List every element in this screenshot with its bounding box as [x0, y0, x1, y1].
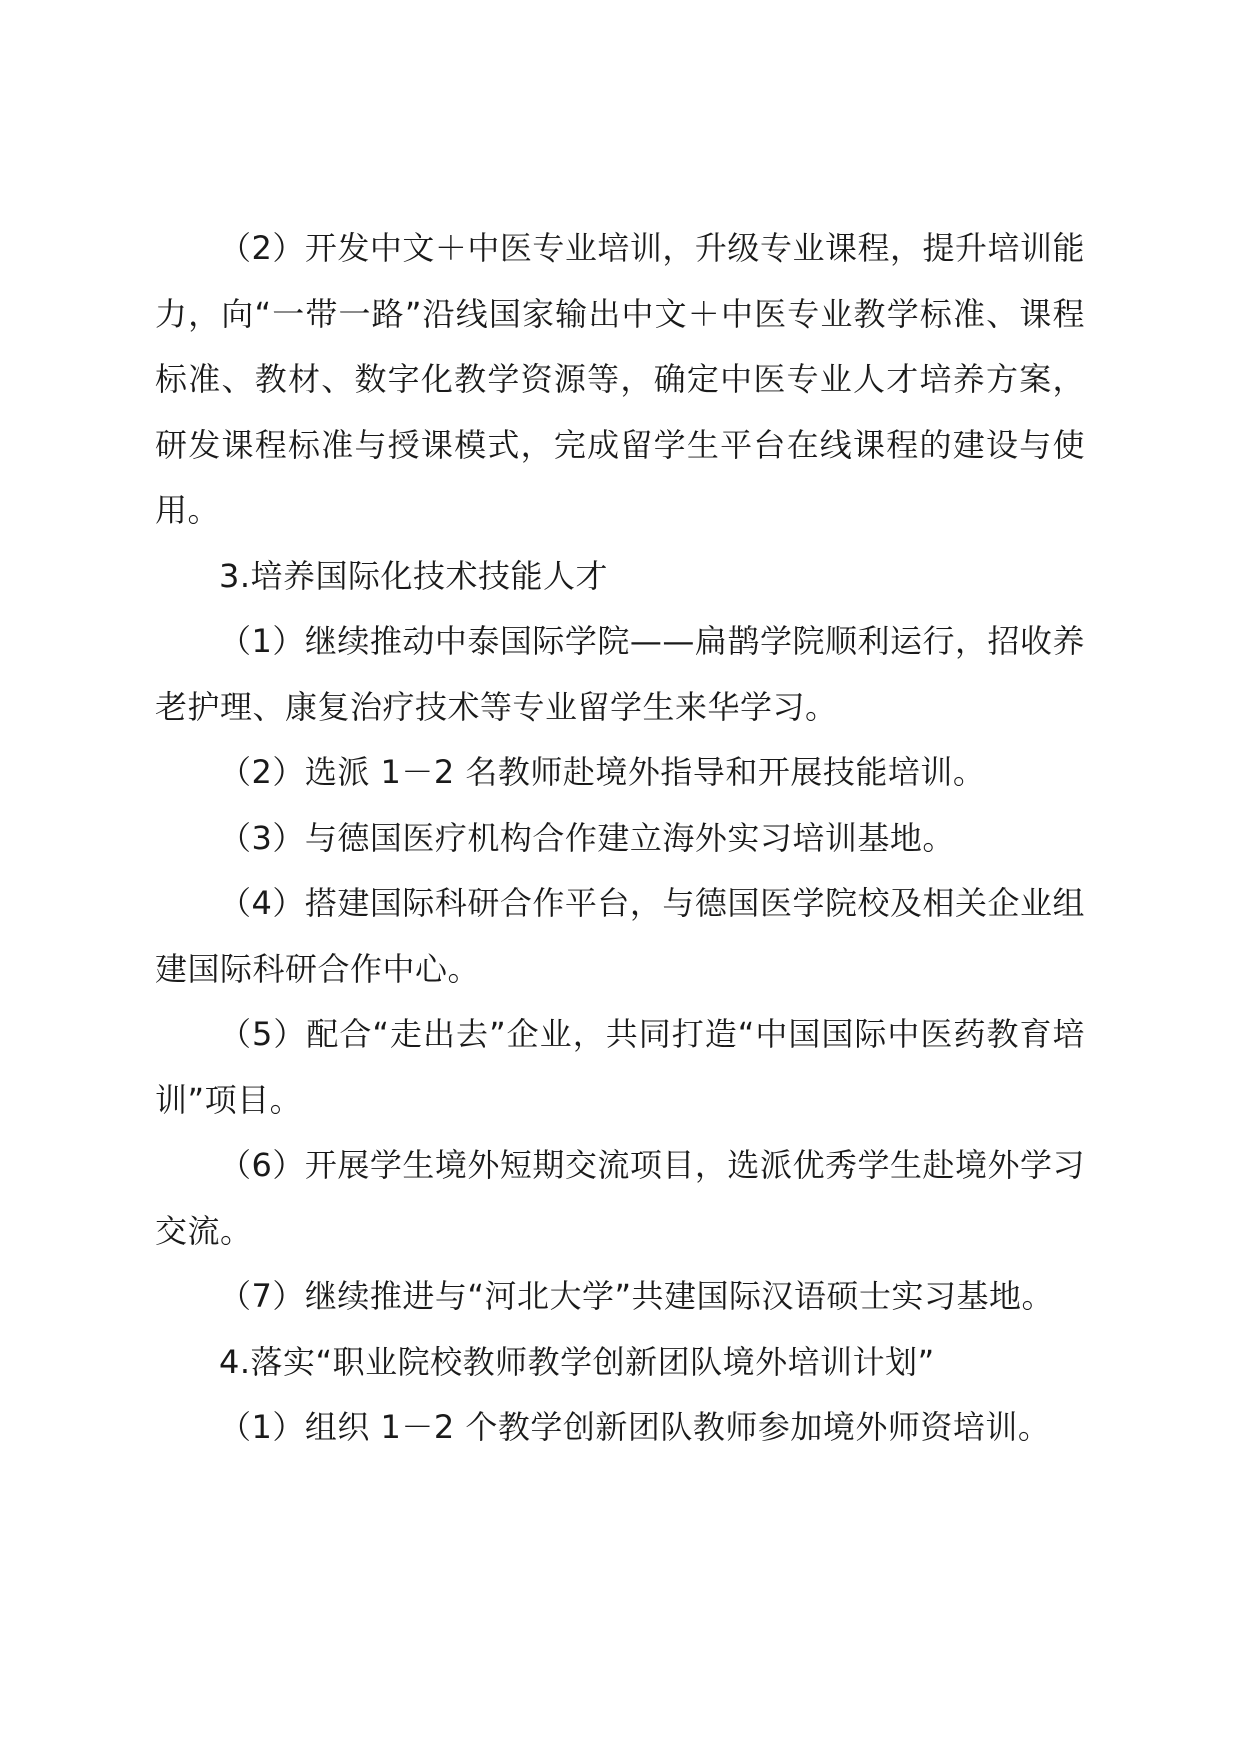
document-body — [155, 216, 1085, 1461]
paragraph-sino-thai-college: （1）继续推动中泰国际学院——扁鹊学院顺利运行，招收养老护理、康复治疗技术等专业留学生来华学习。 — [155, 622, 1085, 726]
paragraph-student-exchange: （6）开展学生境外短期交流项目，选派优秀学生赴境外学习交流。 — [155, 1146, 1085, 1250]
paragraph-develop-chinese-tcm-training: （2）开发中文＋中医专业培训，升级专业课程，提升培训能力，向“一带一路”沿线国家输出中文＋中医专业教学标准、课程标准、教材、数字化教学资源等，确定中医专业人才培养方案，研发课程标准与授课模式，完成留学生平台在线课程的建设与使用。 — [155, 229, 1085, 529]
heading-cultivate-international-talent: 3.培养国际化技术技能人才 — [219, 556, 609, 595]
heading-teacher-training-plan: 4.落实“职业院校教师教学创新团队境外培训计划” — [219, 1342, 935, 1381]
paragraph-innovation-team-training: （1）组织 1－2 个教学创新团队教师参加境外师资培训。 — [219, 1408, 1051, 1446]
paragraph-hebei-university-base: （7）继续推进与“河北大学”共建国际汉语硕士实习基地。 — [219, 1277, 1055, 1315]
paragraph-research-platform: （4）搭建国际科研合作平台，与德国医学院校及相关企业组建国际科研合作中心。 — [155, 884, 1085, 988]
paragraph-going-global-project: （5）配合“走出去”企业，共同打造“中国国际中医药教育培训”项目。 — [155, 1015, 1085, 1119]
paragraph-german-training-base: （3）与德国医疗机构合作建立海外实习培训基地。 — [219, 818, 955, 857]
paragraph-send-teachers-abroad: （2）选派 1－2 名教师赴境外指导和开展技能培训。 — [219, 753, 986, 791]
